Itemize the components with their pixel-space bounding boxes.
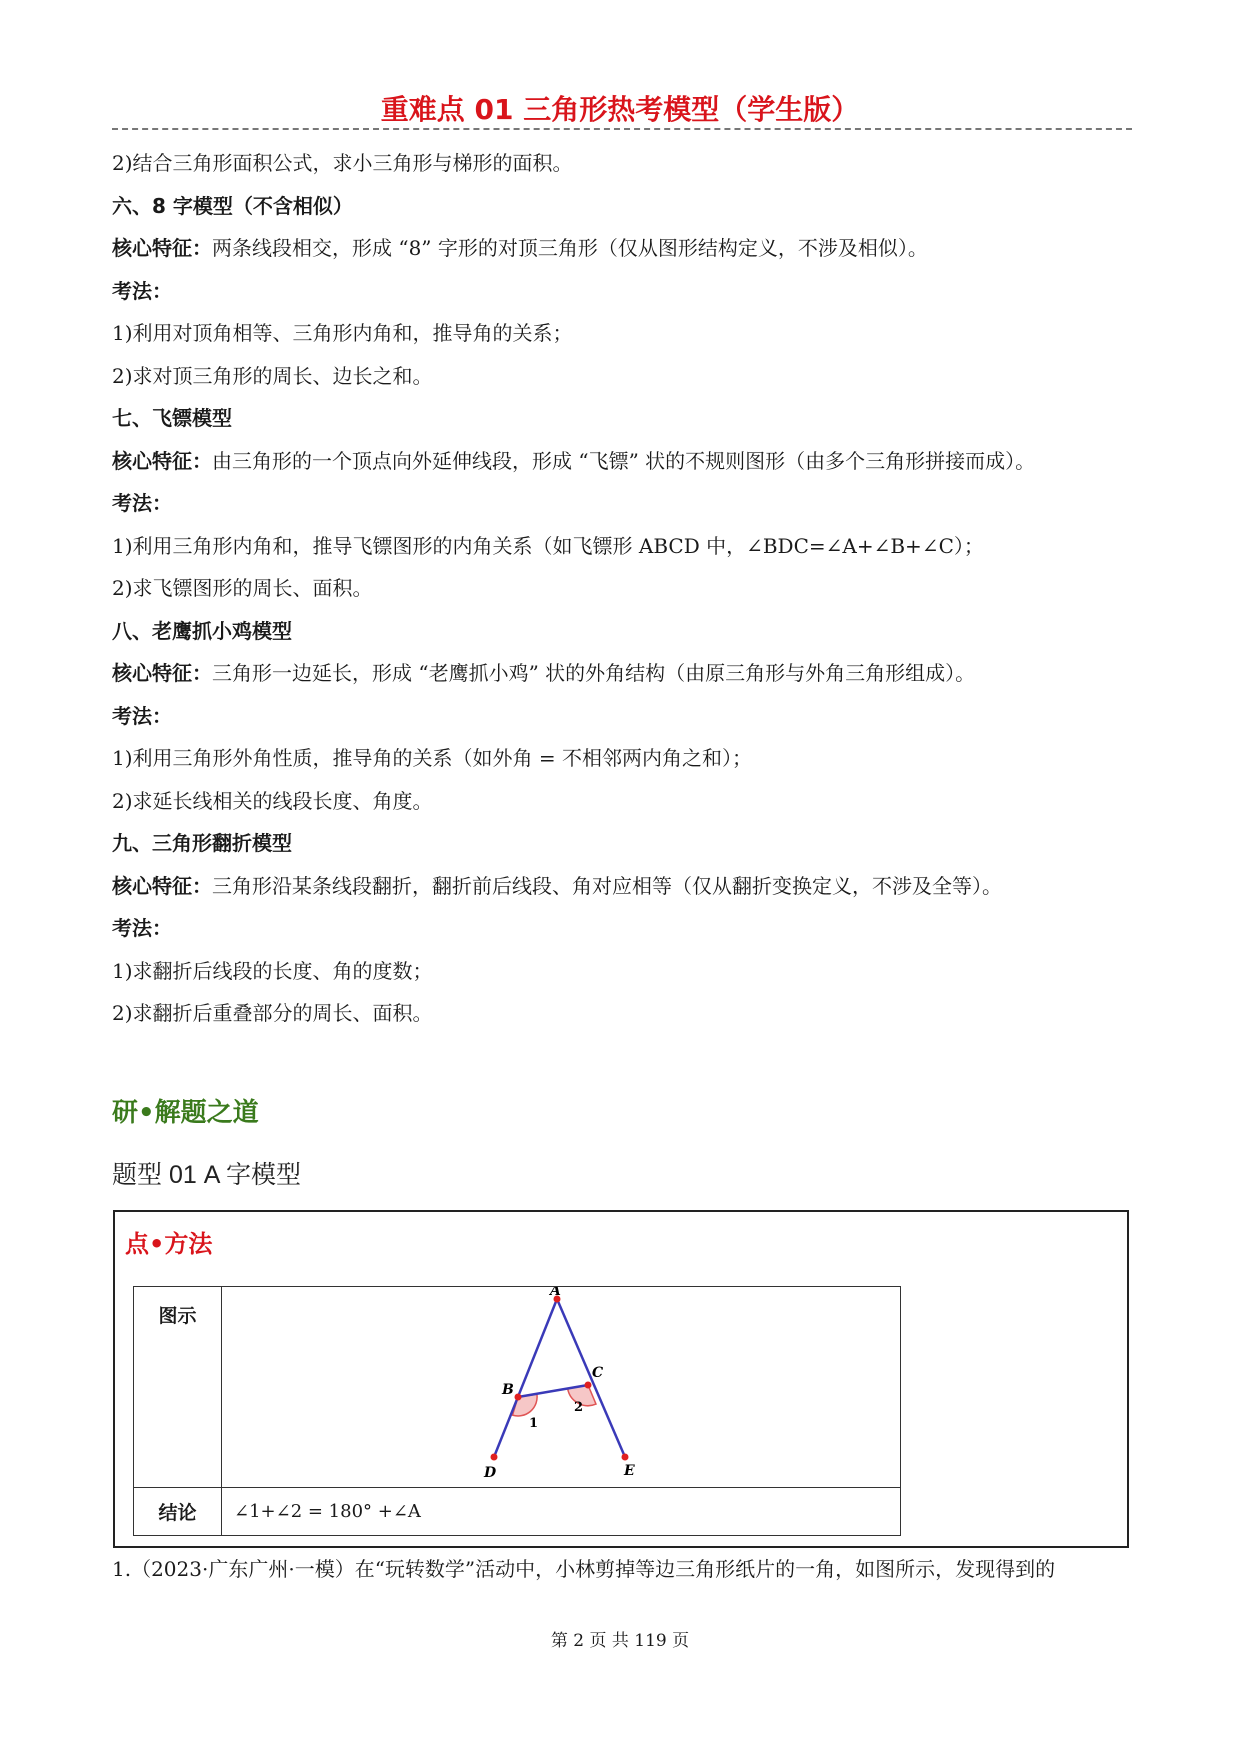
feature-text: 三角形沿某条线段翻折，翻折前后线段、角对应相等（仅从翻折变换定义，不涉及全等）。 — [212, 873, 1002, 898]
label-e: E — [624, 1463, 635, 1479]
method-label: 考法： — [112, 916, 172, 940]
diagram-cell — [222, 1287, 901, 1488]
a-shape-diagram — [222, 1287, 900, 1483]
problem-1-text: 1.（2023·广东广州·一模）在“玩转数学”活动中，小林剪掉等边三角形纸片的一角，如图所示，发现得到的 — [112, 1557, 1056, 1581]
paragraph — [112, 227, 1132, 270]
label-a: A — [550, 1287, 561, 1299]
paragraph: 1)利用对顶角相等、三角形内角和，推导角的关系； — [112, 321, 573, 345]
method-table — [133, 1286, 901, 1536]
feature-label: 核心特征： — [112, 236, 212, 260]
paragraph: 2)求对顶三角形的周长、边长之和。 — [112, 363, 433, 388]
section-title-dart-model: 七、飞镖模型 — [112, 406, 232, 430]
header-divider — [112, 128, 1132, 130]
label-c: C — [592, 1365, 604, 1381]
label-d: D — [484, 1465, 497, 1481]
method-label: 考法： — [112, 491, 172, 515]
feature-label: 核心特征： — [112, 873, 212, 898]
paragraph: 2)求飞镖图形的周长、面积。 — [112, 576, 373, 600]
page-title: 重难点 01 三角形热考模型（学生版） — [380, 93, 860, 126]
angle-2-label: 2 — [574, 1400, 584, 1415]
paragraph: 2)求翻折后重叠部分的周长、面积。 — [112, 1001, 433, 1025]
label-b: B — [502, 1382, 514, 1398]
point-b — [515, 1394, 522, 1401]
feature-text: 由三角形的一个顶点向外延伸线段，形成 “飞镖” 状的不规则图形（由多个三角形拼接而成）。 — [212, 448, 1036, 473]
feature-label: 核心特征： — [112, 661, 212, 685]
point-c — [585, 1382, 592, 1389]
paragraph: 1)利用三角形内角和，推导飞镖图形的内角关系（如飞镖形 ABCD 中，∠BDC=∠A+∠B+∠C）； — [112, 533, 984, 558]
paragraph: 2)求延长线相关的线段长度、角度。 — [112, 788, 433, 813]
point-e — [622, 1454, 629, 1461]
method-label: 考法： — [112, 703, 172, 728]
method-box-title: 点•方法 — [125, 1230, 213, 1258]
segment-ad — [494, 1299, 557, 1457]
method-label: 考法： — [112, 278, 172, 303]
angle-1-label: 1 — [529, 1416, 539, 1431]
paragraph: 1)利用三角形外角性质，推导角的关系（如外角 = 不相邻两内角之和）； — [112, 746, 752, 770]
point-d — [491, 1454, 498, 1461]
document-body — [112, 142, 1132, 1035]
section-title-8-model: 六、8 字模型（不含相似） — [112, 193, 353, 218]
section-title-eagle-model: 八、老鹰抓小鸡模型 — [112, 618, 292, 643]
paragraph — [112, 652, 1132, 695]
feature-text: 两条线段相交，形成 “8” 字形的对顶三角形（仅从图形结构定义，不涉及相似）。 — [212, 236, 928, 260]
question-type-heading: 题型 01 A 字模型 — [112, 1161, 301, 1189]
conclusion-label: 结论 — [134, 1488, 222, 1536]
section-heading: 研•解题之道 — [112, 1098, 259, 1128]
paragraph — [112, 440, 1132, 483]
paragraph: 2)结合三角形面积公式，求小三角形与梯形的面积。 — [112, 151, 573, 175]
method-box — [113, 1210, 1129, 1548]
feature-label: 核心特征： — [112, 448, 212, 473]
segment-ae — [557, 1299, 625, 1457]
feature-text: 三角形一边延长，形成 “老鹰抓小鸡” 状的外角结构（由原三角形与外角三角形组成）。 — [212, 661, 976, 685]
paragraph — [112, 865, 1132, 908]
section-title-fold-model: 九、三角形翻折模型 — [112, 831, 292, 855]
conclusion-text: ∠1+∠2 = 180° +∠A — [222, 1488, 901, 1536]
paragraph: 1)求翻折后线段的长度、角的度数； — [112, 958, 433, 983]
diagram-label: 图示 — [134, 1287, 222, 1488]
page-footer: 第 2 页 共 119 页 — [550, 1631, 690, 1651]
